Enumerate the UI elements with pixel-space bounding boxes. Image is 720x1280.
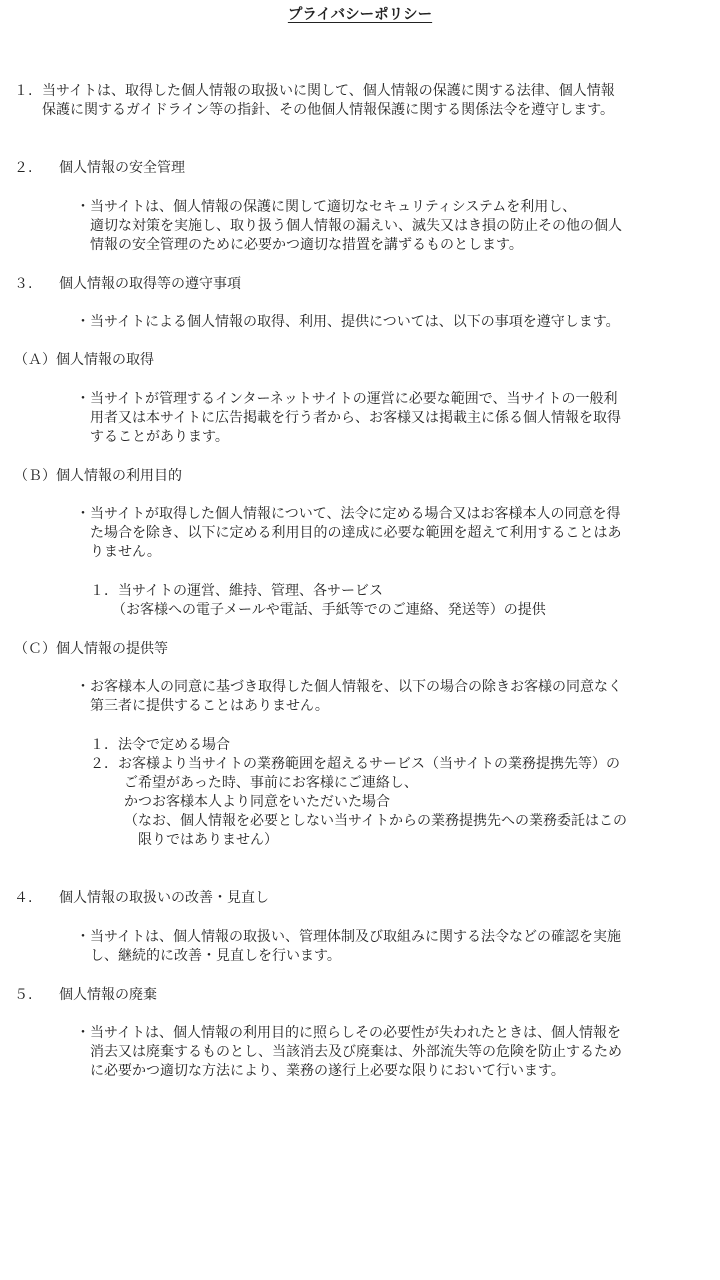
- section-1-line-2: 保護に関するガイドライン等の指針、その他個人情報保護に関する関係法令を遵守します。: [42, 102, 615, 118]
- section-3-number: ３.: [14, 276, 33, 292]
- section-3c-bullet-line-1: ・お客様本人の同意に基づき取得した個人情報を、以下の場合の除きお客様の同意なく: [76, 679, 622, 695]
- section-3-bullet: ・当サイトによる個人情報の取得、利用、提供については、以下の事項を遵守します。: [76, 314, 620, 330]
- section-3c-item-2-line-3: かつお客様本人より同意をいただいた場合: [124, 794, 390, 810]
- section-2-number: ２.: [14, 160, 33, 176]
- section-3-heading: 個人情報の取得等の遵守事項: [59, 276, 241, 292]
- section-3c-item-2-line-1: ２．お客様より当サイトの業務範囲を超えるサービス（当サイトの業務提携先等）の: [90, 756, 621, 772]
- section-2-bullet-line-2: 適切な対策を実施し、取り扱う個人情報の漏えい、滅失又はき損の防止その他の個人: [90, 218, 622, 234]
- section-5-bullet-line-2: 消去又は廃棄するものとし、当該消去及び廃棄は、外部流失等の危険を防止するため: [90, 1044, 622, 1060]
- section-3b-bullet-line-3: りません。: [90, 544, 161, 560]
- section-3c-item-2-note-line-2: 限りではありません）: [138, 832, 278, 848]
- section-5-bullet-line-3: に必要かつ適切な方法により、業務の遂行上必要な限りにおいて行います。: [90, 1063, 565, 1079]
- section-4-bullet-line-1: ・当サイトは、個人情報の取扱い、管理体制及び取組みに関する法令などの確認を実施: [76, 929, 622, 945]
- section-3a-bullet-line-1: ・当サイトが管理するインターネットサイトの運営に必要な範囲で、当サイトの一般利: [76, 391, 618, 407]
- section-2-bullet-line-3: 情報の安全管理のために必要かつ適切な措置を講ずるものとします。: [90, 237, 523, 253]
- section-4-number: ４.: [14, 890, 33, 906]
- section-3c-item-2-note-line-1: （なお、個人情報を必要としない当サイトからの業務提携先への業務委託はこの: [124, 813, 628, 829]
- section-2-heading: 個人情報の安全管理: [59, 160, 185, 176]
- section-4-heading: 個人情報の取扱いの改善・見直し: [59, 890, 269, 906]
- section-1-number: １.: [14, 83, 33, 99]
- section-3a-heading: （Ａ）個人情報の取得: [14, 352, 154, 368]
- section-5-number: ５.: [14, 987, 33, 1003]
- section-3a-bullet-line-2: 用者又は本サイトに広告掲載を行う者から、お客様又は掲載主に係る個人情報を取得: [90, 410, 622, 426]
- section-3b-item-1: １．当サイトの運営、維持、管理、各サービス: [90, 583, 384, 599]
- section-2-bullet-line-1: ・当サイトは、個人情報の保護に関して適切なセキュリティシステムを利用し、: [76, 199, 577, 215]
- section-3c-item-2-line-2: ご希望があった時、事前にお客様にご連絡し、: [124, 775, 418, 791]
- section-3b-bullet-line-1: ・当サイトが取得した個人情報について、法令に定める場合又はお客様本人の同意を得: [76, 506, 621, 522]
- section-5-heading: 個人情報の廃棄: [59, 987, 157, 1003]
- section-3c-bullet-line-2: 第三者に提供することはありません。: [90, 698, 329, 714]
- section-3c-item-1: １．法令で定める場合: [90, 737, 230, 753]
- section-4-bullet-line-2: し、継続的に改善・見直しを行います。: [90, 948, 341, 964]
- section-5-bullet-line-1: ・当サイトは、個人情報の利用目的に照らしその必要性が失われたときは、個人情報を: [76, 1025, 622, 1041]
- section-3c-heading: （Ｃ）個人情報の提供等: [14, 641, 168, 657]
- section-3a-bullet-line-3: することがあります。: [90, 429, 229, 445]
- section-3b-bullet-line-2: た場合を除き、以下に定める利用目的の達成に必要な範囲を超えて利用することはあ: [90, 525, 622, 541]
- section-3b-item-1-note: （お客様への電子メールや電話、手紙等でのご連絡、発送等）の提供: [112, 602, 546, 618]
- section-1-line-1: 当サイトは、取得した個人情報の取扱いに関して、個人情報の保護に関する法律、個人情報: [42, 83, 615, 99]
- page-title: プライバシーポリシー: [287, 7, 433, 23]
- section-3b-heading: （Ｂ）個人情報の利用目的: [14, 468, 182, 484]
